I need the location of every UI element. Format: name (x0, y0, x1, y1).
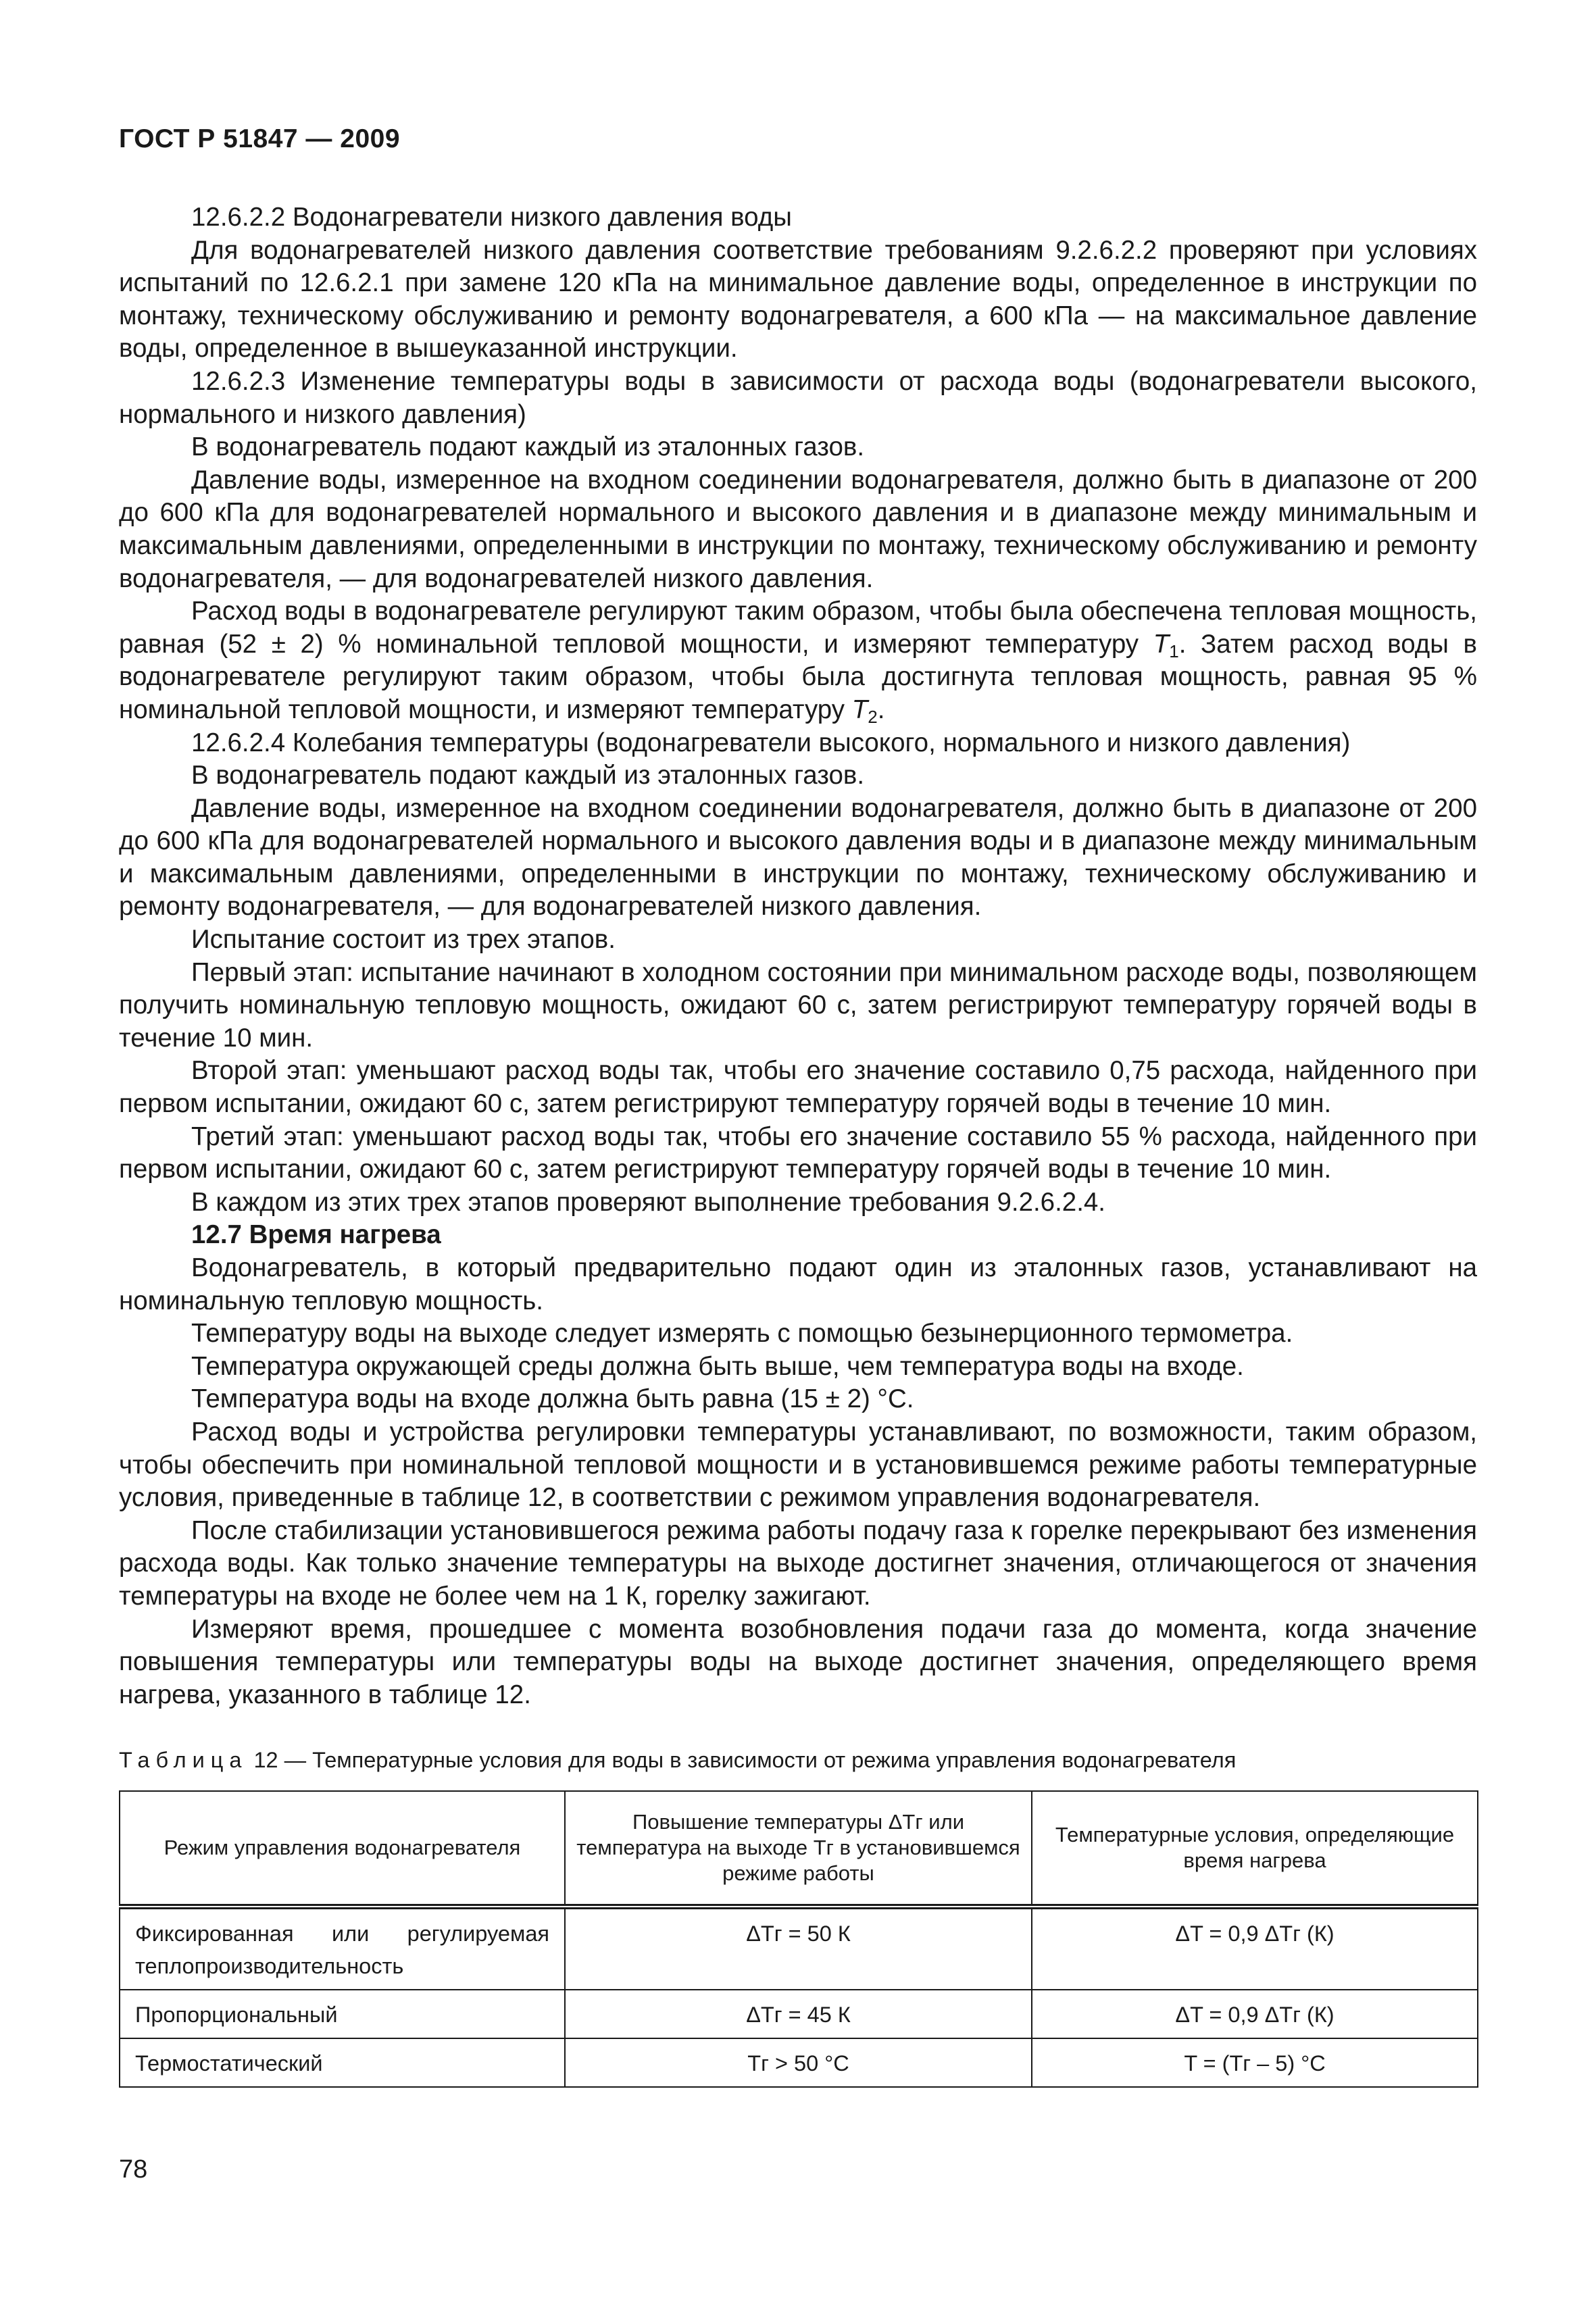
document-header: ГОСТ Р 51847 — 2009 (119, 124, 401, 153)
paragraph: Давление воды, измеренное на входном соединении водонагревателя, должно быть в диапазоне от 200 до 600 кПа для водонагревателей нормального и высокого давления и в диапазоне между минимальным и максимальным давлениями, определенными в инструкции по монтажу, техническому обслуживанию и ремонту водонагревателя, — для водонагревателей низкого давления. (119, 465, 1477, 593)
column-header: Температурные условия, определяющие время нагрева (1032, 1791, 1478, 1907)
table-cell: ΔT = 0,9 ΔTг (К) (1032, 1990, 1478, 2038)
paragraph: Давление воды, измеренное на входном соединении водонагревателя, должно быть в диапазоне от 200 до 600 кПа для водонагревателей нормального и высокого давления воды и в диапазоне между минимальным и максимальным давлениями, определенными в инструкции по монтажу, техническому обслуживанию и ремонту водонагревателя, — для водонагревателей низкого давления. (119, 793, 1477, 922)
table-cell: ΔTг = 45 К (565, 1990, 1032, 2038)
table-cell: ΔTг = 50 К (565, 1907, 1032, 1990)
paragraph: Температура окружающей среды должна быть выше, чем температура воды на входе. (191, 1351, 1244, 1381)
paragraph: Водонагреватель, в который предварительно подают один из эталонных газов, устанавливают на номинальную тепловую мощность. (119, 1253, 1477, 1315)
table-cell: Tг > 50 °С (565, 2038, 1032, 2087)
paragraph: Для водонагревателей низкого давления соответствие требованиям 9.2.6.2.2 проверяют при условиях испытаний по 12.6.2.1 при замене 120 кПа на минимальное давление воды, определенное в инструкции по монтажу, техническому обслуживанию и ремонту водонагревателя, а 600 кПа — на максимальное давление воды, определенное в вышеуказанной инструкции. (119, 235, 1477, 363)
paragraph: Первый этап: испытание начинают в холодном состоянии при минимальном расходе воды, позволяющем получить номинальную тепловую мощность, ожидают 60 с, затем регистрируют температуру горячей воды в течение 10 мин. (119, 957, 1477, 1053)
paragraph: 12.6.2.4 Колебания температуры (водонагреватели высокого, нормального и низкого давления) (191, 728, 1351, 757)
paragraph: Второй этап: уменьшают расход воды так, чтобы его значение составило 0,75 расхода, найденного при первом испытании, ожидают 60 с, затем регистрируют температуру горячей воды в течение 10 мин. (119, 1056, 1477, 1119)
table-cell: Пропорциональный (120, 1990, 565, 2038)
paragraph: Температура воды на входе должна быть равна (15 ± 2) °С. (191, 1384, 914, 1414)
paragraph: В водонагреватель подают каждый из эталонных газов. (191, 432, 865, 462)
paragraph: Температуру воды на выходе следует измерять с помощью безынерционного термометра. (191, 1319, 1293, 1349)
table-caption-label: Таблица (119, 1748, 248, 1772)
table-row (120, 1990, 1478, 2038)
table-caption-text: 12 — Температурные условия для воды в зависимости от режима управления водонагревателя (247, 1748, 1237, 1772)
column-header: Режим управления водонагревателя (120, 1791, 565, 1907)
table-cell: Фиксированная или регулируемая теплопроизводительность (120, 1907, 565, 1990)
paragraph: В водонагреватель подают каждый из эталонных газов. (191, 761, 865, 790)
paragraph: Расход воды в водонагревателе регулируют таким образом, чтобы была обеспечена тепловая мощность, равная (52 ± 2) % номинальной тепловой мощности, и измеряют температуру $T_1$. Затем расход воды в водонагревателе регулируют таким образом, чтобы была достигнута тепловая мощность, равная 95 % номинальной тепловой мощности, и измеряют температуру $T_2$. (119, 597, 1477, 727)
temperature-conditions-table (119, 1790, 1478, 2088)
page-number: 78 (119, 2155, 148, 2184)
table-row (120, 2038, 1478, 2087)
table-caption (119, 1748, 1236, 1773)
column-header: Повышение температуры ΔTг или температура на выходе Tг в установившемся режиме работы (565, 1791, 1032, 1907)
table-row (120, 1907, 1478, 1990)
paragraph: В каждом из этих трех этапов проверяют выполнение требования 9.2.6.2.4. (191, 1187, 1106, 1217)
body-text (119, 201, 1477, 1711)
paragraph: Третий этап: уменьшают расход воды так, чтобы его значение составило 55 % расхода, найденного при первом испытании, ожидают 60 с, затем регистрируют температуру горячей воды в течение 10 мин. (119, 1122, 1477, 1184)
paragraph: 12.6.2.3 Изменение температуры воды в зависимости от расхода воды (водонагреватели высокого, нормального и низкого давления) (119, 366, 1477, 429)
paragraph: Измеряют время, прошедшее с момента возобновления подачи газа до момента, когда значение повышения температуры или температуры воды на выходе достигнет значения, определяющего время нагрева, указанного в таблице 12. (119, 1614, 1477, 1709)
table-cell: T = (Tг – 5) °С (1032, 2038, 1478, 2087)
table-cell: ΔT = 0,9 ΔTг (К) (1032, 1907, 1478, 1990)
paragraph: После стабилизации установившегося режима работы подачу газа к горелке перекрывают без изменения расхода воды. Как только значение температуры на выходе достигнет значения, отличающегося от значения температуры на входе не более чем на 1 К, горелку зажигают. (119, 1515, 1477, 1611)
paragraph: 12.6.2.2 Водонагреватели низкого давления воды (191, 203, 792, 232)
section-heading: 12.7 Время нагрева (191, 1220, 441, 1250)
table-cell: Термостатический (120, 2038, 565, 2087)
paragraph: Расход воды и устройства регулировки температуры устанавливают, по возможности, таким образом, чтобы обеспечить при номинальной тепловой мощности и в установившемся режиме работы температурные условия, приведенные в таблице 12, в соответствии с режимом управления водонагревателя. (119, 1417, 1477, 1513)
paragraph: Испытание состоит из трех этапов. (191, 925, 616, 955)
table-header-row (120, 1791, 1478, 1907)
